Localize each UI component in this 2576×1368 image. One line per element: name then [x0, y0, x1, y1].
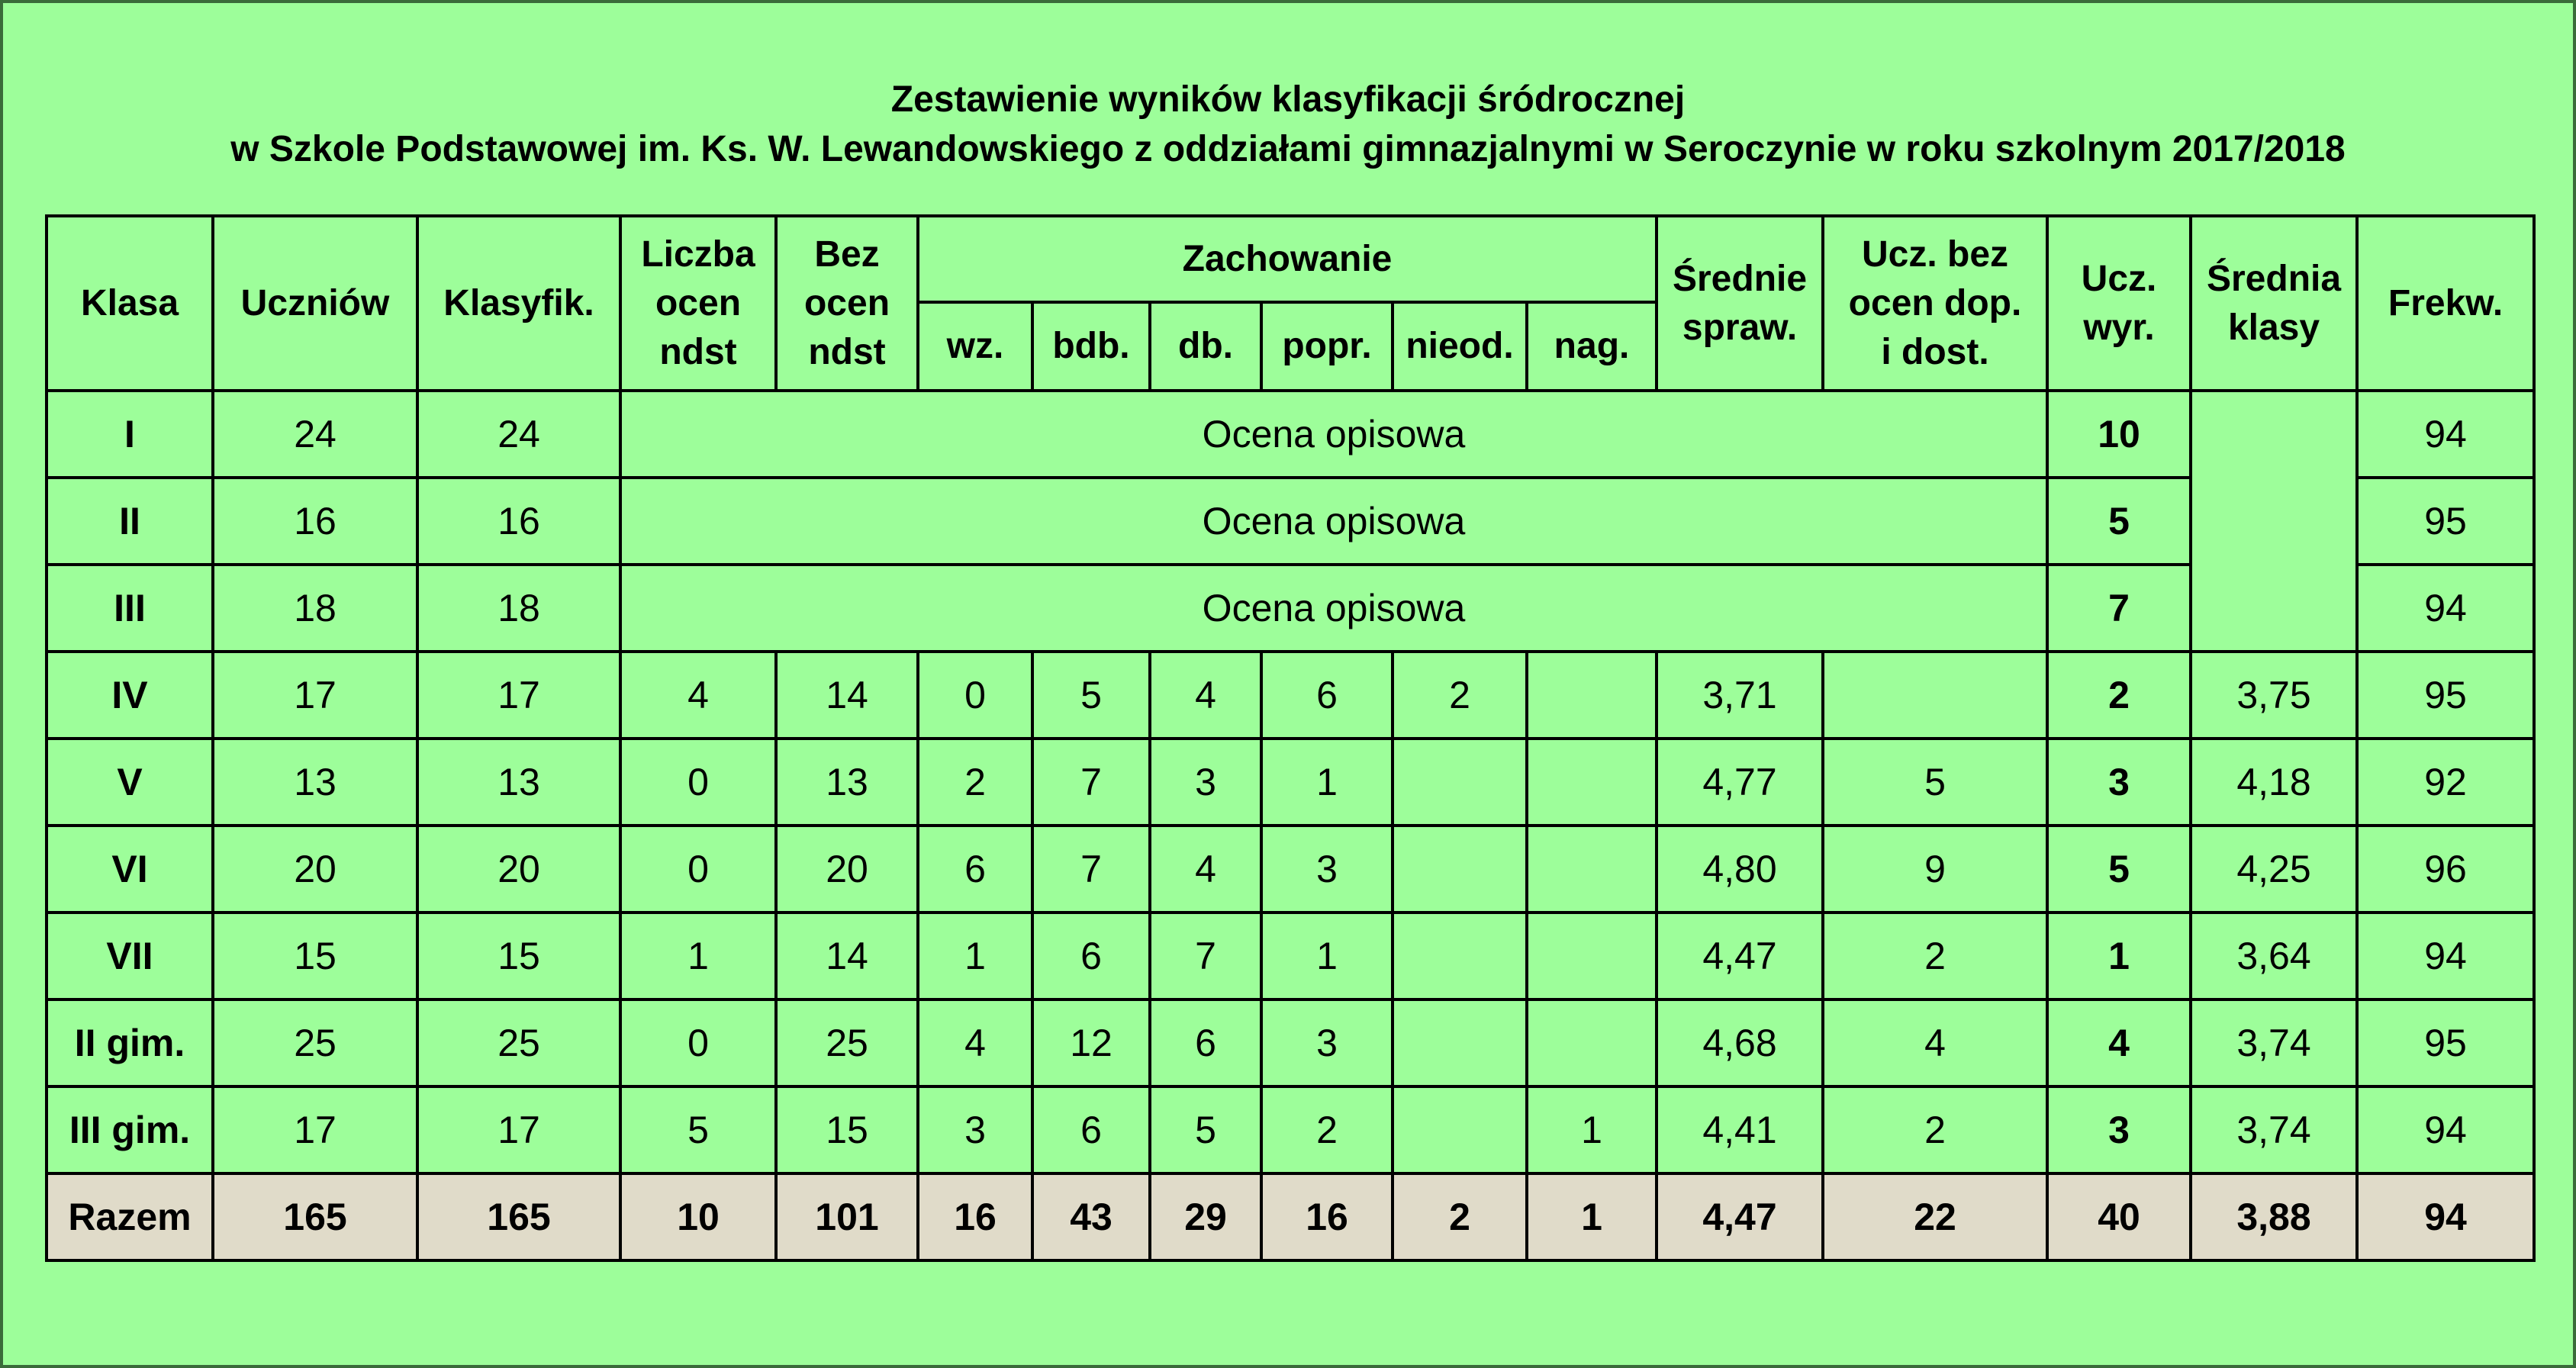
cell-srednie-spraw: 4,77 — [1657, 739, 1823, 826]
cell-nag — [1527, 913, 1657, 999]
cell-bdb: 6 — [1032, 913, 1150, 999]
cell-ocena-opisowa: Ocena opisowa — [620, 391, 2047, 478]
table-row — [47, 999, 2534, 1086]
cell-srednia: 4,18 — [2191, 739, 2357, 826]
header-wz: wz. — [918, 302, 1032, 391]
cell-ndst: 0 — [620, 739, 776, 826]
table-row — [47, 391, 2534, 478]
classification-table — [45, 214, 2536, 1262]
cell-nieod: 2 — [1393, 1173, 1527, 1260]
cell-frekw: 94 — [2357, 1086, 2534, 1173]
cell-popr: 1 — [1261, 913, 1393, 999]
cell-ucz-wyr: 40 — [2047, 1173, 2191, 1260]
cell-klasa: IV — [47, 652, 213, 739]
cell-srednie-spraw: 3,71 — [1657, 652, 1823, 739]
cell-ndst: 0 — [620, 999, 776, 1086]
cell-uczniow: 24 — [213, 391, 417, 478]
cell-srednie-spraw: 4,41 — [1657, 1086, 1823, 1173]
cell-nieod — [1393, 999, 1527, 1086]
cell-ucz-wyr: 3 — [2047, 1086, 2191, 1173]
cell-ucz-wyr: 2 — [2047, 652, 2191, 739]
cell-ndst: 10 — [620, 1173, 776, 1260]
table-row — [47, 652, 2534, 739]
cell-db: 29 — [1150, 1173, 1261, 1260]
cell-klasyfik: 16 — [417, 478, 620, 565]
cell-ucz-bez: 2 — [1823, 913, 2047, 999]
header-bdb: bdb. — [1032, 302, 1150, 391]
cell-srednia: 3,75 — [2191, 652, 2357, 739]
cell-db: 7 — [1150, 913, 1261, 999]
cell-klasyfik: 24 — [417, 391, 620, 478]
title-line-2: w Szkole Podstawowej im. Ks. W. Lewandowskiego z oddziałami gimnazjalnymi w Seroczynie w roku szkolnym 2017/2018 — [230, 129, 2346, 169]
cell-klasa: I — [47, 391, 213, 478]
cell-uczniow: 17 — [213, 1086, 417, 1173]
cell-popr: 2 — [1261, 1086, 1393, 1173]
table-row — [47, 478, 2534, 565]
table-row — [47, 913, 2534, 999]
cell-wz: 6 — [918, 826, 1032, 913]
cell-ucz-wyr: 5 — [2047, 826, 2191, 913]
cell-wz: 2 — [918, 739, 1032, 826]
cell-db: 3 — [1150, 739, 1261, 826]
cell-uczniow: 20 — [213, 826, 417, 913]
cell-srednie-spraw: 4,80 — [1657, 826, 1823, 913]
cell-wz: 4 — [918, 999, 1032, 1086]
cell-uczniow: 165 — [213, 1173, 417, 1260]
cell-klasyfik: 25 — [417, 999, 620, 1086]
cell-srednie-spraw: 4,47 — [1657, 1173, 1823, 1260]
cell-bez-ndst: 14 — [776, 913, 918, 999]
cell-klasa: II gim. — [47, 999, 213, 1086]
total-row — [47, 1173, 2534, 1260]
cell-nieod — [1393, 913, 1527, 999]
cell-bez-ndst: 15 — [776, 1086, 918, 1173]
cell-wz: 16 — [918, 1173, 1032, 1260]
cell-uczniow: 18 — [213, 565, 417, 652]
cell-nag — [1527, 652, 1657, 739]
header-db: db. — [1150, 302, 1261, 391]
cell-popr: 3 — [1261, 999, 1393, 1086]
cell-ucz-bez: 22 — [1823, 1173, 2047, 1260]
cell-klasyfik: 15 — [417, 913, 620, 999]
cell-popr: 16 — [1261, 1173, 1393, 1260]
cell-bdb: 7 — [1032, 826, 1150, 913]
cell-frekw: 94 — [2357, 1173, 2534, 1260]
cell-bdb: 12 — [1032, 999, 1150, 1086]
cell-frekw: 94 — [2357, 913, 2534, 999]
cell-frekw: 95 — [2357, 478, 2534, 565]
cell-bdb: 5 — [1032, 652, 1150, 739]
cell-ndst: 0 — [620, 826, 776, 913]
cell-klasa: III gim. — [47, 1086, 213, 1173]
cell-nag — [1527, 999, 1657, 1086]
cell-ucz-bez: 2 — [1823, 1086, 2047, 1173]
cell-uczniow: 25 — [213, 999, 417, 1086]
cell-frekw: 94 — [2357, 565, 2534, 652]
table-row — [47, 739, 2534, 826]
cell-uczniow: 13 — [213, 739, 417, 826]
cell-nieod — [1393, 739, 1527, 826]
cell-ucz-wyr: 3 — [2047, 739, 2191, 826]
header-srednie-spraw: Średnie spraw. — [1657, 216, 1823, 391]
cell-wz: 0 — [918, 652, 1032, 739]
cell-nag — [1527, 739, 1657, 826]
cell-ndst: 5 — [620, 1086, 776, 1173]
cell-ucz-bez: 4 — [1823, 999, 2047, 1086]
cell-bez-ndst: 20 — [776, 826, 918, 913]
cell-srednia: 3,64 — [2191, 913, 2357, 999]
title-line-1: Zestawienie wyników klasyfikacji śródrocznej — [890, 79, 1686, 120]
cell-srednia-klasy-empty — [2191, 391, 2357, 652]
cell-bez-ndst: 13 — [776, 739, 918, 826]
cell-srednia: 3,88 — [2191, 1173, 2357, 1260]
header-frekw: Frekw. — [2357, 216, 2534, 391]
cell-bdb: 7 — [1032, 739, 1150, 826]
table-row — [47, 826, 2534, 913]
cell-bdb: 6 — [1032, 1086, 1150, 1173]
cell-klasa: Razem — [47, 1173, 213, 1260]
header-uczniow: Uczniów — [213, 216, 417, 391]
cell-popr: 1 — [1261, 739, 1393, 826]
cell-frekw: 92 — [2357, 739, 2534, 826]
cell-db: 4 — [1150, 826, 1261, 913]
cell-klasyfik: 165 — [417, 1173, 620, 1260]
header-zachowanie: Zachowanie — [918, 216, 1657, 302]
cell-ucz-bez — [1823, 652, 2047, 739]
cell-frekw: 96 — [2357, 826, 2534, 913]
header-nag: nag. — [1527, 302, 1657, 391]
cell-popr: 6 — [1261, 652, 1393, 739]
cell-uczniow: 16 — [213, 478, 417, 565]
cell-nieod: 2 — [1393, 652, 1527, 739]
cell-frekw: 95 — [2357, 652, 2534, 739]
cell-uczniow: 17 — [213, 652, 417, 739]
cell-klasa: III — [47, 565, 213, 652]
cell-bez-ndst: 25 — [776, 999, 918, 1086]
cell-db: 4 — [1150, 652, 1261, 739]
cell-ocena-opisowa: Ocena opisowa — [620, 478, 2047, 565]
cell-ucz-wyr: 1 — [2047, 913, 2191, 999]
cell-nag: 1 — [1527, 1086, 1657, 1173]
cell-frekw: 94 — [2357, 391, 2534, 478]
header-popr: popr. — [1261, 302, 1393, 391]
cell-klasa: VII — [47, 913, 213, 999]
cell-ucz-bez: 9 — [1823, 826, 2047, 913]
cell-nieod — [1393, 1086, 1527, 1173]
cell-klasyfik: 17 — [417, 1086, 620, 1173]
cell-nag: 1 — [1527, 1173, 1657, 1260]
header-bez-ocen-ndst: Bez ocen ndst — [776, 216, 918, 391]
cell-srednie-spraw: 4,68 — [1657, 999, 1823, 1086]
cell-ndst: 4 — [620, 652, 776, 739]
header-ucz-bez-ocen: Ucz. bez ocen dop. i dost. — [1823, 216, 2047, 391]
cell-klasa: VI — [47, 826, 213, 913]
header-nieod: nieod. — [1393, 302, 1527, 391]
cell-klasyfik: 18 — [417, 565, 620, 652]
cell-ucz-bez: 5 — [1823, 739, 2047, 826]
cell-klasyfik: 20 — [417, 826, 620, 913]
cell-frekw: 95 — [2357, 999, 2534, 1086]
cell-ndst: 1 — [620, 913, 776, 999]
cell-ocena-opisowa: Ocena opisowa — [620, 565, 2047, 652]
cell-srednie-spraw: 4,47 — [1657, 913, 1823, 999]
cell-ucz-wyr: 4 — [2047, 999, 2191, 1086]
cell-popr: 3 — [1261, 826, 1393, 913]
cell-klasyfik: 13 — [417, 739, 620, 826]
cell-ucz-wyr: 10 — [2047, 391, 2191, 478]
header-liczba-ocen-ndst: Liczba ocen ndst — [620, 216, 776, 391]
table-row — [47, 565, 2534, 652]
cell-klasa: V — [47, 739, 213, 826]
cell-wz: 3 — [918, 1086, 1032, 1173]
cell-srednia: 3,74 — [2191, 999, 2357, 1086]
cell-bez-ndst: 101 — [776, 1173, 918, 1260]
table-row — [47, 1086, 2534, 1173]
header-klasa: Klasa — [47, 216, 213, 391]
cell-klasyfik: 17 — [417, 652, 620, 739]
header-klasyfik: Klasyfik. — [417, 216, 620, 391]
cell-bez-ndst: 14 — [776, 652, 918, 739]
cell-ucz-wyr: 7 — [2047, 565, 2191, 652]
cell-nag — [1527, 826, 1657, 913]
header-ucz-wyr: Ucz. wyr. — [2047, 216, 2191, 391]
cell-db: 5 — [1150, 1086, 1261, 1173]
cell-uczniow: 15 — [213, 913, 417, 999]
cell-db: 6 — [1150, 999, 1261, 1086]
header-srednia-klasy: Średnia klasy — [2191, 216, 2357, 391]
cell-srednia: 3,74 — [2191, 1086, 2357, 1173]
cell-srednia: 4,25 — [2191, 826, 2357, 913]
cell-nieod — [1393, 826, 1527, 913]
cell-bdb: 43 — [1032, 1173, 1150, 1260]
cell-klasa: II — [47, 478, 213, 565]
cell-wz: 1 — [918, 913, 1032, 999]
cell-ucz-wyr: 5 — [2047, 478, 2191, 565]
